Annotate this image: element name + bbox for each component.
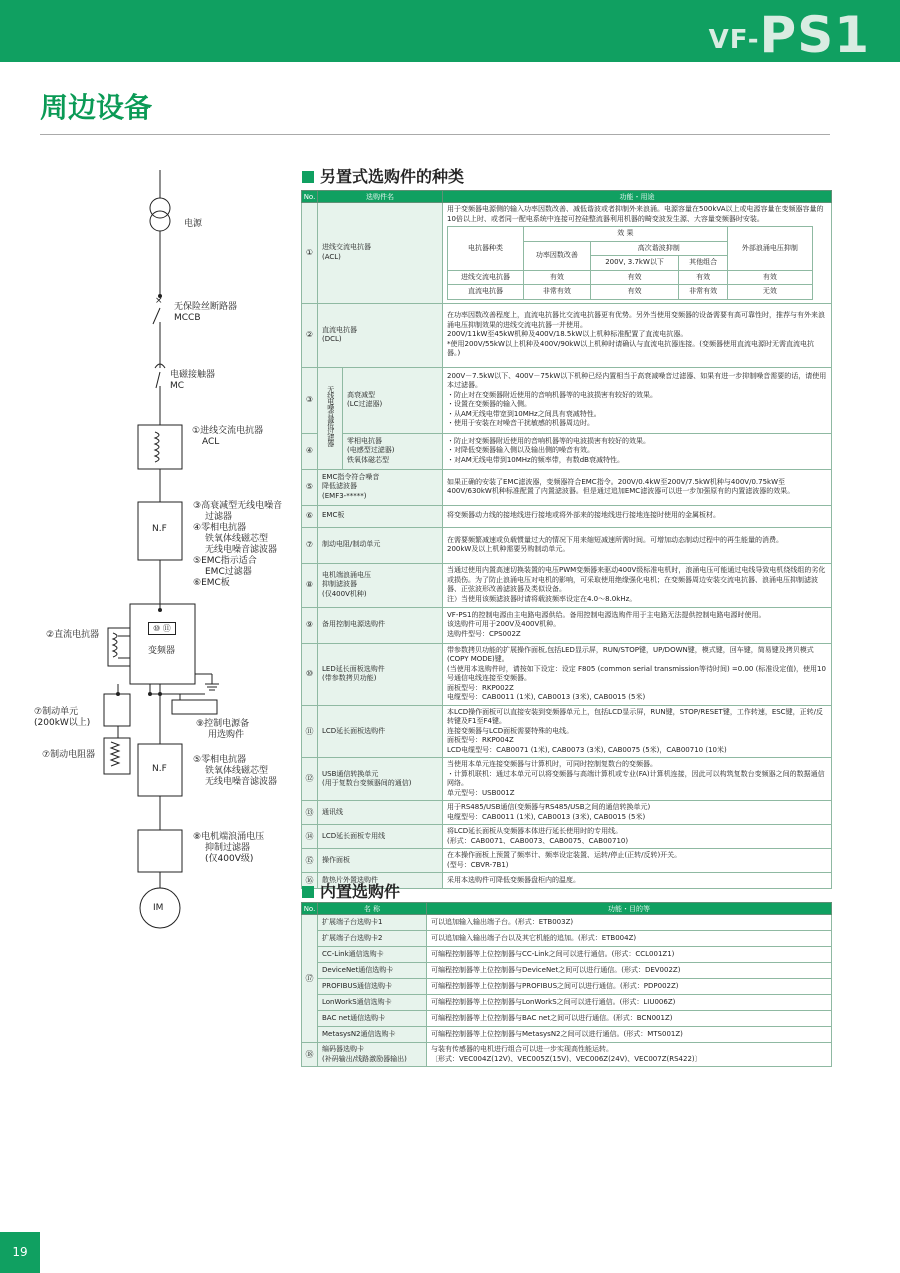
builtin-options-table: No. 名 称 功能・目的等 ⑰ 扩展端子台选购卡1 可以追加输入输出端子台。(形式：ETB003Z) 扩展端子台选购卡2 可以追加输入输出端子台以及其它机能的追加。(形式：ETB004Z) CC-Link通信选购卡 可编程控制器等上位控制器与CC-Link之间可以进行通信。(形式：CCL001Z1) DeviceNet通信选购卡 可编程控制器等上位控制器与DeviceNet之间可以进行通信。(形式：DEV002Z) PROFIBUS通信选购卡 可编程控制器等上位控制器与PROFIBUS之间可以进行通信。(形式：PDP002Z) LonWorkS通信选购卡 可编程控制器等上位控制器与LonWorkS之间可以进行通信。(形式：LIU006Z) BAC net通信选购卡 可编程控制器等上位控制器与BAC net之间可以进行通信。(形式：BCN001Z) MetasysN2通信选购卡 可编程控制器等上位控制器与MetasysN2之间可以进行通信。(形式：MTS001Z) ⑱ 编码器选购卡 (补码输出/线路激励器输出) 与装有传感器的电机进行组合可以进一步实现高性能运转。 〔形式：VEC004Z(12V)、VEC005Z(15V)、VEC006Z(24V)、VEC007Z(RS422)〕 (301, 902, 832, 1067)
option-name: EMC指令符合噪音 降低滤波器 (EMF3-*****) (318, 469, 443, 505)
builtin-description: 可编程控制器等上位控制器与BAC net之间可以进行通信。(形式：BCN001Z) (427, 1011, 832, 1027)
option-row (302, 203, 832, 304)
option-row (302, 563, 832, 607)
option-number: ⑤ (302, 469, 318, 505)
page-title: 周边设备 (40, 91, 153, 124)
builtin-description: 可以追加输入输出端子台。(形式：ETB003Z) (427, 915, 832, 931)
builtin-row (302, 1027, 832, 1043)
builtin-row (302, 1011, 832, 1027)
separate-options-title: 另置式选购件的种类 (302, 164, 464, 187)
option-row (302, 825, 832, 849)
nf1-box-label: N.F (152, 524, 167, 534)
option-description: 如果正确的安装了EMC滤波器，变频器符合EMC指令。200V/0.4kW至200V/7.5kW机种与400V/0.75kW至400V/630kW机种标准配置了内置滤波器。但是通过追加EMC滤波器可以进一步加强原有的内置滤波器的效果。 (443, 469, 832, 505)
builtin-description: 可编程控制器等上位控制器与CC-Link之间可以进行通信。(形式：CCL001Z1) (427, 947, 832, 963)
option-row (302, 367, 832, 433)
option-description: 在功率因数改善程度上，直流电抗器比交流电抗器更有优势。另外当使用变频器的设备需要有高可靠性时，推荐与有外来浪涌电压抑制效果的进线交流电抗器一并使用。 200V/11kW至45kW机种及400V/18.5kW以上机种标准配置了直流电抗器。 *使用200V/55kW以上机种及400V/90kW以上机种时请确认与直流电抗器连接。(变频器使用直流电源时无需直流电抗器。) (443, 303, 832, 367)
option-name: 制动电阻/制动单元 (318, 527, 443, 563)
builtin-options-title: 内置选购件 (302, 879, 400, 902)
option-number: ⑮ (302, 849, 318, 873)
option-description: 将LCD延长面板从变频器本体进行延长使用时的专用线。 (形式：CAB0071、CAB0073、CAB0075、CAB00710) (443, 825, 832, 849)
option-number: ⑯ (302, 873, 318, 889)
option-number: ⑧ (302, 563, 318, 607)
builtin-name: 编码器选购卡 (补码输出/线路激励器输出) (318, 1043, 427, 1067)
option-row (302, 643, 832, 705)
power-label: 电源 (184, 219, 203, 229)
option-row (302, 433, 832, 469)
acl-label: ①进线交流电抗器 ACL (192, 426, 264, 447)
option-description: 用于RS485/USB通信(变频器与RS485/USB之间的通信转换单元) 电缆型号：CAB0011 (1米), CAB0013 (3米), CAB0015 (5米) (443, 801, 832, 825)
builtin-description: 可以追加输入输出端子台以及其它机能的追加。(形式：ETB004Z) (427, 931, 832, 947)
option-name: EMC板 (318, 505, 443, 527)
builtin-name: 扩展端子台选购卡2 (318, 931, 427, 947)
option-number: ⑨ (302, 607, 318, 643)
option-description: VF-PS1的控制电源由主电路电源供给。备用控制电源选购件用于主电路无法提供控制电路电源时使用。 该选购件可用于200V及400V机种。 选购件型号：CPS002Z (443, 607, 832, 643)
option-name: 直流电抗器 (DCL) (318, 303, 443, 367)
option-row (302, 801, 832, 825)
builtin-name: 扩展端子台选购卡1 (318, 915, 427, 931)
option-number: ② (302, 303, 318, 367)
option-description: 用于变频器电源侧的输入功率因数改善、减低谐波或者抑制外来浪涌。电源容量在500kVA以上或电源容量在变频器容量的10倍以上时、或者同一配电系统中连接可控硅整流器利用机器的畸变波发生源、大容量变频器时安装。 电抗器种类 效 果 外部浪涌电压抑制 功率因数改善 高次谐波抑制 200V, 3.7kW以下 其他组合 进线交流电抗器 有效 有效 有效 有效 直流电抗器 非常有效 有效 非常有效 无效 (443, 203, 832, 304)
option-name: 备用控制电源选购件 (318, 607, 443, 643)
option-number: ① (302, 203, 318, 304)
brand-logo: VF-PS1 (708, 6, 870, 64)
option-description: 采用本选购件可降低变频器盘柜内的温度。 (443, 873, 832, 889)
option-name: LCD延长面板专用线 (318, 825, 443, 849)
noise-filter-group: 无线电噪音减低过滤器 (318, 367, 343, 469)
builtin-name: MetasysN2通信选购卡 (318, 1027, 427, 1043)
builtin-row (302, 931, 832, 947)
option-name: 电机端浪涌电压 抑制滤波器 (仅400V机种) (318, 563, 443, 607)
builtin-name: DeviceNet通信选购卡 (318, 963, 427, 979)
nf1-options-label: ③高衰减型无线电噪音 过滤器 ④零相电抗器 铁氧体线磁芯型 无线电噪音滤波器 ⑤EMC指示适合 EMC过滤器 ⑥EMC板 (193, 501, 283, 588)
option-number: ⑬ (302, 801, 318, 825)
builtin-row (302, 995, 832, 1011)
motor-label: IM (153, 903, 164, 913)
option-description: ・防止对变频器附近使用的音响机器等的电波损害有较好的效果。 ・对降低变频器输入侧以及输出侧的噪音有效。 ・对AM无线电带到10MHz的频率带，有数dB衰减特性。 (443, 433, 832, 469)
builtin-description: 可编程控制器等上位控制器与LonWorkS之间可以进行通信。(形式：LIU006Z) (427, 995, 832, 1011)
option-description: 200V－7.5kW以下、400V－75kW以下机种已经内置相当于高衰减噪音过滤器、如果有进一步抑制噪音需要的话，请使用本过滤器。 ・防止对在变频器附近使用的音响机器等的电波损害有较好的效果。 ・设置在变频器的输入侧。 ・从AM无线电带宽到10MHz之间具有衰减特性。 ・使用于安装在对噪音干扰敏感的机器周边时。 (443, 367, 832, 433)
builtin-description: 可编程控制器等上位控制器与DeviceNet之间可以进行通信。(形式：DEV002Z) (427, 963, 832, 979)
header-bar (0, 0, 900, 62)
builtin-description: 可编程控制器等上位控制器与PROFIBUS之间可以进行通信。(形式：PDP002Z) (427, 979, 832, 995)
reactor-effect-table: 电抗器种类 效 果 外部浪涌电压抑制 功率因数改善 高次谐波抑制 200V, 3.7kW以下 其他组合 进线交流电抗器 有效 有效 有效 有效 直流电抗器 非常有效 有效 非常有效 无效 (447, 226, 813, 300)
option-description: 本LCD操作面板可以直接安装到变频器单元上，包括LCD显示屏，RUN键，STOP/RESET键，工作转速，ESC键，正转/反转键及F1至F4键。 连接变频器与LCD面板需要特殊的电线。 面板型号：RKP004Z LCD电缆型号：CAB0071 (1米), CAB0073 (3米), CAB0075 (5米)，CAB00710 (10米) (443, 705, 832, 758)
builtin-group-number: ⑰ (302, 915, 318, 1043)
option-row (302, 469, 832, 505)
dcl-label: ②直流电抗器 (46, 630, 100, 640)
mc-label: 电磁接触器 MC (170, 370, 216, 391)
inverter-badge: ⑩ ⑪ (148, 622, 176, 635)
motor-filter-label: ⑧电机端浪涌电压 抑制过滤器 (仅400V级) (193, 832, 265, 864)
option-name: LCD延长面板选购件 (318, 705, 443, 758)
braking-resistor-label: ⑦制动电阻器 (42, 750, 96, 760)
builtin-name: PROFIBUS通信选购卡 (318, 979, 427, 995)
option-number: ⑫ (302, 758, 318, 801)
option-row (302, 607, 832, 643)
option-number: ⑪ (302, 705, 318, 758)
builtin-number: ⑱ (302, 1043, 318, 1067)
title-divider (40, 134, 830, 135)
option-name: USB通信转换单元 (用于复数台变频器间的通信) (318, 758, 443, 801)
nf2-box-label: N.F (152, 764, 167, 774)
option-description: 在需要频繁减速或负载惯量过大的情况下用来缩短减速所需时间。可增加动态制动过程中的再生能量的消费。 200kW及以上机种需要另购制动单元。 (443, 527, 832, 563)
option-name: 通讯线 (318, 801, 443, 825)
option-number: ⑩ (302, 643, 318, 705)
builtin-row (302, 1043, 832, 1067)
option-row (302, 758, 832, 801)
option-description: 带参数拷贝功能的扩展操作面板,包括LED显示屏，RUN/STOP键，UP/DOWN键，模式键，回车键，简易键及拷贝模式(COPY MODE)键。 (当使用本选购件时，请按如下设定：设定 F805 (common serial transmission等待时间) =0.00 (标准设定值)，使用10号通信电线连接至变频器。 面板型号：RKP002Z 电缆型号：CAB0011 (1米), CAB0013 (3米), CAB0015 (5米) (443, 643, 832, 705)
option-name: 进线交流电抗器 (ACL) (318, 203, 443, 304)
builtin-row (302, 947, 832, 963)
option-description: 将变频器动力线的接地线进行接地或将外部来的接地线进行接地连接时使用的金属板材。 (443, 505, 832, 527)
option-description: 在本操作面板上预置了频率计、频率设定装置、运转/停止(正转/反转)开关。 (型号：CBVR-7B1) (443, 849, 832, 873)
svg-text:×: × (155, 296, 163, 306)
option-name: 零相电抗器 (电感型过滤器) 铁氧体磁芯型 (343, 433, 443, 469)
option-name: LED延长面板选购件 (带参数拷贝功能) (318, 643, 443, 705)
option-number: ④ (302, 433, 318, 469)
control-power-label: ⑨控制电源备 用选购件 (196, 719, 250, 740)
option-row (302, 527, 832, 563)
option-number: ⑭ (302, 825, 318, 849)
nf2-options-label: ⑤零相电抗器 铁氧体线磁芯型 无线电噪音滤波器 (193, 755, 278, 787)
option-name: 高衰减型 (LC过滤器) (343, 367, 443, 433)
builtin-row (302, 979, 832, 995)
mccb-label: 无保险丝断路器 MCCB (174, 302, 238, 323)
option-row (302, 505, 832, 527)
option-description: 当使用本单元连接变频器与计算机时，可同时控制复数台的变频器。 ・计算机联机：通过本单元可以将变频器与高端计算机或专业(FA)计算机连接，因此可以构筑复数台变频器之间的数据通信网络。 单元型号：USB001Z (443, 758, 832, 801)
page-number: 19 (0, 1232, 40, 1273)
option-row (302, 303, 832, 367)
builtin-name: LonWorkS通信选购卡 (318, 995, 427, 1011)
builtin-row (302, 963, 832, 979)
builtin-row (302, 915, 832, 931)
builtin-name: CC-Link通信选购卡 (318, 947, 427, 963)
option-number: ⑦ (302, 527, 318, 563)
option-description: 当通过使用内置高速切换装置的电压PWM变频器来驱动400V级标准电机时，浪涌电压可能通过电线导致电机绕线组的劣化或损伤。为了防止浪涌电压对电机的影响，可采取使用绝缘强化电机；在变频器周边安装交流电抗器、浪涌电压抑制滤波器、正弦波形改善滤波器及类似设备。 注）当使用该频滤波器时请将载波频率设定在4.0～8.0kHz。 (443, 563, 832, 607)
builtin-description: 可编程控制器等上位控制器与MetasysN2之间可以进行通信。(形式：MTS001Z) (427, 1027, 832, 1043)
option-row (302, 705, 832, 758)
option-name: 操作面板 (318, 849, 443, 873)
braking-unit-label: ⑦制动单元 (200kW以上) (34, 707, 91, 728)
builtin-description: 与装有传感器的电机进行组合可以进一步实现高性能运转。 〔形式：VEC004Z(12V)、VEC005Z(15V)、VEC006Z(24V)、VEC007Z(RS422)〕 (427, 1043, 832, 1067)
separate-options-table: No. 选购件名 功能・用途 ① 进线交流电抗器 (ACL) 用于变频器电源侧的输入功率因数改善、减低谐波或者抑制外来浪涌。电源容量在500kVA以上或电源容量在变频器容量的10倍以上时、或者同一配电系统中连接可控硅整流器利用机器的畸变波发生源、大容量变频器时安装。 电抗器种类 效 果 外部浪涌电压抑制 功率因数改善 高次谐波抑制 200V, 3.7kW以下 其他组合 进线交流电抗器 有效 有效 有效 有效 直流电抗器 非常有效 有效 非常有效 无效 ② 直流电抗器 (DCL) 在功率因数改善程度上，直流电抗器比交流电抗器更有优势。另外当使用变频器的设备需要有高可靠性时，推荐与有外来浪涌电压抑制效果的进线交流电抗器一并使用。 200V/11kW至45kW机种及400V/18.5kW以上机种标准配置了直流电抗器。 *使用200V/55kW以上机种及400V/90kW以上机种时请确认与直流电抗器连接。(变频器使用直流电源时无需直流电抗器。) ③ 无线电噪音减低过滤器 高衰减型 (LC过滤器) 200V－7.5kW以下、400V－75kW以下机种已经内置相当于高衰减噪音过滤器、如果有进一步抑制噪音需要的话，请使用本过滤器。 ・防止对在变频器附近使用的音响机器等的电波损害有较好的效果。 ・设置在变频器的输入侧。 ・从AM无线电带宽到10MHz之间具有衰减特性。 ・使用于安装在对噪音干扰敏感的机器周边时。 ④ 零相电抗器 (电感型过滤器) 铁氧体磁芯型 ・防止对变频器附近使用的音响机器等的电波损害有较好的效果。 ・对降低变频器输入侧以及输出侧的噪音有效。 ・对AM无线电带到10MHz的频率带，有数dB衰减特性。 ⑤ EMC指令符合噪音 降低滤波器 (EMF3-*****) 如果正确的安装了EMC滤波器，变频器符合EMC指令。200V/0.4kW至200V/7.5kW机种与400V/0.75kW至400V/630kW机种标准配置了内置滤波器。但是通过追加EMC滤波器可以进一步加强原有的内置滤波器的效果。 ⑥ EMC板 将变频器动力线的接地线进行接地或将外部来的接地线进行接地连接时使用的金属板材。 ⑦ 制动电阻/制动单元 在需要频繁减速或负载惯量过大的情况下用来缩短减速所需时间。可增加动态制动过程中的再生能量的消费。 200kW及以上机种需要另购制动单元。 ⑧ 电机端浪涌电压 抑制滤波器 (仅400V机种) 当通过使用内置高速切换装置的电压PWM变频器来驱动400V级标准电机时，浪涌电压可能通过电线导致电机绕线组的劣化或损伤。为了防止浪涌电压对电机的影响，可采取使用绝缘强化电机；在变频器周边安装交流电抗器、浪涌电压抑制滤波器、正弦波形改善滤波器及类似设备。 注）当使用该频滤波器时请将载波频率设定在4.0～8.0kHz。 ⑨ 备用控制电源选购件 VF-PS1的控制电源由主电路电源供给。备用控制电源选购件用于主电路无法提供控制电路电源时使用。 该选购件可用于200V及400V机种。 选购件型号：CPS002Z ⑩ LED延长面板选购件 (带参数拷贝功能) 带参数拷贝功能的扩展操作面板,包括LED显示屏，RUN/STOP键，UP/DOWN键，模式键，回车键，简易键及拷贝模式(COPY MODE)键。 (当使用本选购件时，请按如下设定：设定 F805 (common serial transmission等待时间) =0.00 (标准设定值)，使用10号通信电线连接至变频器。 面板型号：RKP002Z 电缆型号：CAB0011 (1米), CAB0013 (3米), CAB0015 (5米) ⑪ LCD延长面板选购件 本LCD操作面板可以直接安装到变频器单元上，包括LCD显示屏，RUN键，STOP/RESET键，工作转速，ESC键，正转/反转键及F1至F4键。 连接变频器与LCD面板需要特殊的电线。 面板型号：RKP004Z LCD电缆型号：CAB0071 (1米), CAB0073 (3米), CAB0075 (5米)，CAB00710 (10米) ⑫ USB通信转换单元 (用于复数台变频器间的通信) 当使用本单元连接变频器与计算机时，可同时控制复数台的变频器。 ・计算机联机：通过本单元可以将变频器与高端计算机或专业(FA)计算机连接，因此可以构筑复数台变频器之间的数据通信网络。 单元型号：USB001Z ⑬ 通讯线 用于RS485/USB通信(变频器与RS485/USB之间的通信转换单元) 电缆型号：CAB0011 (1米), CAB0013 (3米), CAB0015 (5米) ⑭ LCD延长面板专用线 将LCD延长面板从变频器本体进行延长使用时的专用线。 (形式：CAB0071、CAB0073、CAB0075、CAB00710) ⑮ 操作面板 在本操作面板上预置了频率计、频率设定装置、运转/停止(正转/反转)开关。 (型号：CBVR-7B1) ⑯ 散热片外置选购件 采用本选购件可降低变频器盘柜内的温度。 (301, 190, 832, 889)
option-number: ⑥ (302, 505, 318, 527)
builtin-name: BAC net通信选购卡 (318, 1011, 427, 1027)
option-row (302, 849, 832, 873)
inverter-label: 变频器 (148, 646, 176, 656)
option-name: 散热片外置选购件 (318, 873, 443, 889)
option-number: ③ (302, 367, 318, 433)
